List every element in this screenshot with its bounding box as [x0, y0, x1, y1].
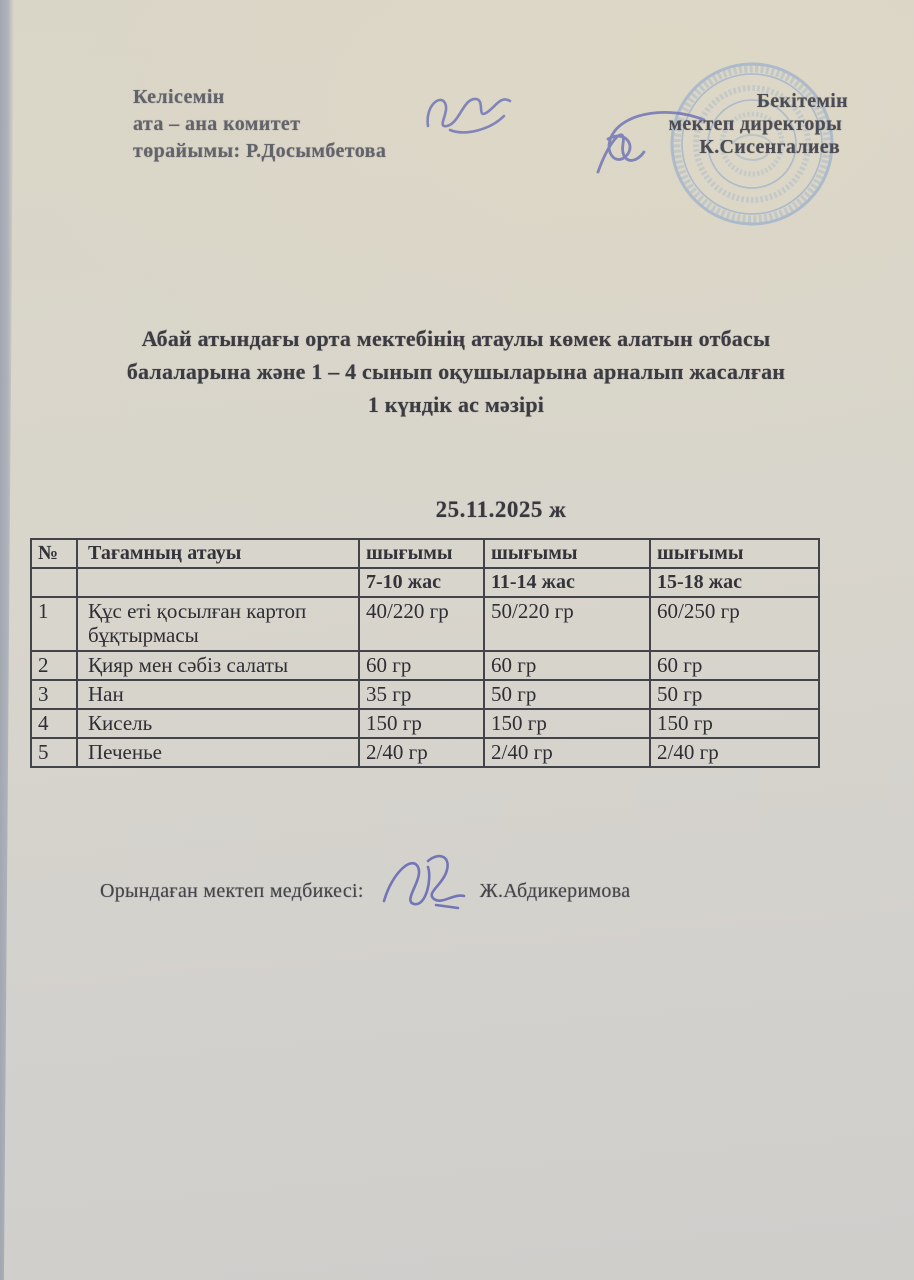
header-cell-empty: [77, 568, 359, 597]
table-header-row-1: [31, 539, 819, 568]
table-header-row-2: [31, 568, 819, 597]
menu-table: [30, 538, 820, 768]
cell-dish: Нан: [77, 680, 359, 709]
approval-left-line2: ата – ана комитет: [133, 113, 301, 135]
approval-block-parent-committee: [133, 84, 386, 165]
signature-ink-icon: [376, 849, 472, 915]
table-row: [31, 597, 819, 651]
approval-left-line1: Келісемін: [133, 86, 225, 108]
approval-right-line3: К.Сисенгалиев: [699, 136, 840, 158]
cell-number: 3: [31, 680, 77, 709]
approval-left-line3: төрайымы: Р.Досымбетова: [133, 140, 387, 162]
cell-portion: 50 гр: [650, 680, 819, 709]
header-cell-age1: 7-10 жас: [359, 568, 484, 597]
table-row: [31, 651, 819, 680]
title-line2: балаларына және 1 – 4 сынып оқушыларына арналып жасалған: [126, 359, 786, 384]
header-cell-dish: Тағамның атауы: [77, 539, 359, 568]
cell-dish: Кисель: [77, 709, 359, 738]
signature-nurse: [376, 849, 472, 921]
signature-ink-icon: [420, 86, 518, 144]
title-line1: Абай атындағы орта мектебінің атаулы көмек алатын отбасы: [141, 326, 771, 351]
title-line3: 1 күндік ас мәзірі: [367, 392, 545, 417]
cell-portion: 40/220 гр: [359, 597, 484, 651]
cell-portion: 50 гр: [484, 680, 650, 709]
photo-background-edge: [0, 0, 14, 1280]
cell-portion: 150 гр: [650, 709, 819, 738]
cell-number: 5: [31, 738, 77, 767]
cell-number: 1: [31, 597, 77, 651]
cell-portion: 60 гр: [650, 651, 819, 680]
approval-right-line2: мектеп директоры: [668, 113, 842, 135]
document-date: 25.11.2025 ж: [435, 497, 567, 522]
footer-nurse-name: Ж.Абдикеримова: [479, 880, 631, 902]
header-cell-age3: 15-18 жас: [650, 568, 819, 597]
cell-portion: 35 гр: [359, 680, 484, 709]
header-cell-age2: 11-14 жас: [484, 568, 650, 597]
cell-dish: Құс еті қосылған картоп бұқтырмасы: [77, 597, 359, 651]
cell-portion: 2/40 гр: [359, 738, 484, 767]
cell-portion: 2/40 гр: [484, 738, 650, 767]
cell-number: 4: [31, 709, 77, 738]
table-row: [31, 709, 819, 738]
header-cell-output2: шығымы: [484, 539, 650, 568]
cell-portion: 2/40 гр: [650, 738, 819, 767]
footer-nurse-line: [100, 880, 700, 903]
cell-portion: 60/250 гр: [650, 597, 819, 651]
cell-dish: Қияр мен сәбіз салаты: [77, 651, 359, 680]
cell-portion: 150 гр: [484, 709, 650, 738]
approval-right-line1: Бекітемін: [756, 90, 848, 112]
table-row: [31, 738, 819, 767]
cell-portion: 60 гр: [359, 651, 484, 680]
cell-portion: 60 гр: [484, 651, 650, 680]
header-cell-output1: шығымы: [359, 539, 484, 568]
cell-portion: 50/220 гр: [484, 597, 650, 651]
header-cell-output3: шығымы: [650, 539, 819, 568]
document-title: [50, 322, 862, 421]
table-row: [31, 680, 819, 709]
header-cell-number: №: [31, 539, 77, 568]
cell-number: 2: [31, 651, 77, 680]
cell-portion: 150 гр: [359, 709, 484, 738]
approval-block-director: [630, 90, 848, 159]
header-cell-empty: [31, 568, 77, 597]
signature-chairperson: [420, 86, 518, 149]
footer-label: Орындаған мектеп медбикесі:: [100, 880, 364, 902]
cell-dish: Печенье: [77, 738, 359, 767]
